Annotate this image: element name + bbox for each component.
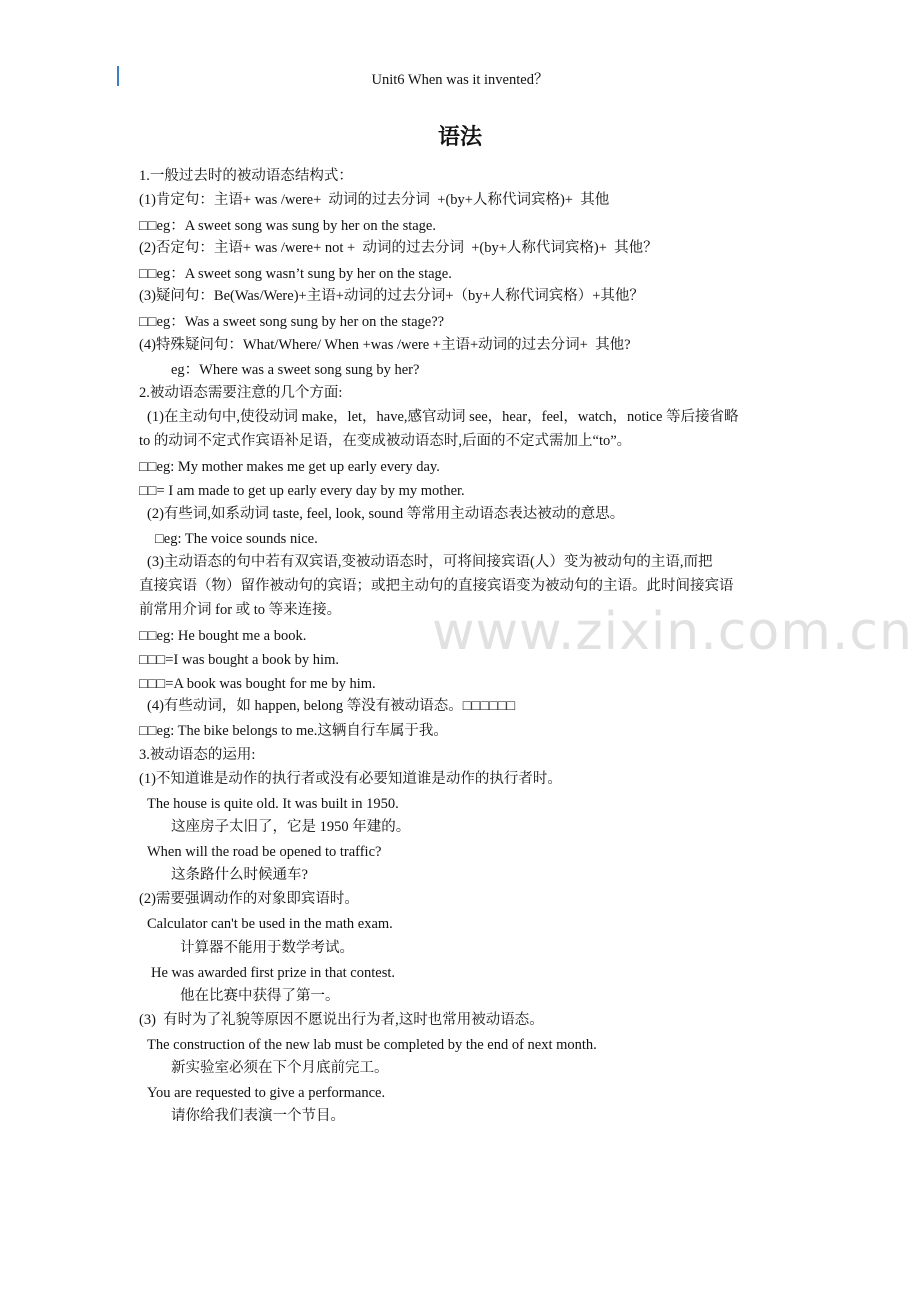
text-line: The house is quite old. It was built in 1950. — [147, 796, 399, 812]
text-line: □□eg：Was a sweet song sung by her on the stage?? — [139, 314, 445, 330]
text-line: Calculator can't be used in the math exam. — [147, 916, 393, 932]
watermark: www.zixin.com.cn — [432, 602, 913, 662]
text-line: 他在比赛中获得了第一。 — [180, 988, 340, 1004]
text-line: 请你给我们表演一个节目。 — [171, 1108, 345, 1124]
text-line: □□eg: He bought me a book. — [139, 628, 307, 644]
text-line: He was awarded first prize in that contest. — [151, 965, 395, 981]
text-line: You are requested to give a performance. — [147, 1085, 386, 1101]
text-line: □□eg：A sweet song wasn’t sung by her on the stage. — [139, 266, 452, 282]
text-line: □□= I am made to get up early every day by my mother. — [139, 483, 465, 499]
text-line: 新实验室必须在下个月底前完工。 — [171, 1060, 389, 1076]
text-line: 这条路什么时候通车? — [171, 867, 308, 883]
text-line: (2)否定句：主语+ was /were+ not + 动词的过去分词 +(by+人称代词宾格)+ 其他？ — [139, 240, 658, 256]
text-line: (3)疑问句：Be(Was/Were)+主语+动词的过去分词+（by+人称代词宾格）+其他？ — [139, 288, 644, 304]
page-header: Unit6 When was it invented？ — [371, 72, 549, 88]
text-line: □□□=I was bought a book by him. — [139, 652, 339, 668]
text-line: (1)在主动句中,使役动词 make，let，have,感官动词 see，hear，feel，watch，notice 等后接省略 — [147, 409, 739, 425]
text-line: □eg: The voice sounds nice. — [155, 531, 318, 547]
text-line: 这座房子太旧了，它是 1950 年建的。 — [171, 819, 411, 835]
text-line: □□eg: My mother makes me get up early every day. — [139, 459, 440, 475]
document-title: 语法 — [437, 125, 482, 150]
text-line: (2)需要强调动作的对象即宾语时。 — [139, 891, 359, 907]
text-line: (1)不知道谁是动作的执行者或没有必要知道谁是动作的执行者时。 — [139, 771, 562, 787]
text-line: 直接宾语（物）留作被动句的宾语；或把主动句的直接宾语变为被动句的主语。此时间接宾语 — [139, 578, 734, 594]
text-line: (3) 有时为了礼貌等原因不愿说出行为者,这时也常用被动语态。 — [139, 1012, 544, 1028]
section-heading: 3.被动语态的运用: — [139, 747, 256, 763]
text-line: (3)主动语态的句中若有双宾语,变被动语态时，可将间接宾语(人）变为被动句的主语,而把 — [147, 554, 713, 570]
text-line: When will the road be opened to traffic? — [147, 844, 382, 860]
text-line: (2)有些词,如系动词 taste, feel, look, sound 等常用主动语态表达被动的意思。 — [147, 506, 625, 522]
text-line: □□eg：A sweet song was sung by her on the stage. — [139, 218, 436, 234]
text-line: (4)特殊疑问句：What/Where/ When +was /were +主语+动词的过去分词+ 其他? — [139, 337, 631, 353]
text-line: 计算器不能用于数学考试。 — [180, 940, 354, 956]
text-line: (1)肯定句：主语+ was /were+ 动词的过去分词 +(by+人称代词宾格)+ 其他 — [139, 192, 610, 208]
text-line: eg：Where was a sweet song sung by her? — [171, 362, 420, 378]
section-heading: 2.被动语态需要注意的几个方面: — [139, 385, 343, 401]
text-line: 前常用介词 for 或 to 等来连接。 — [139, 602, 342, 618]
text-line: to 的动词不定式作宾语补足语，在变成被动语态时,后面的不定式需加上“to”。 — [139, 433, 632, 449]
text-line: The construction of the new lab must be completed by the end of next month. — [147, 1037, 597, 1053]
text-line: (4)有些动词，如 happen, belong 等没有被动语态。□□□□□□ — [147, 698, 516, 714]
text-line: □□eg: The bike belongs to me.这辆自行车属于我。 — [139, 723, 448, 739]
text-line: □□□=A book was bought for me by him. — [139, 676, 376, 692]
text-line: 1.一般过去时的被动语态结构式： — [139, 168, 353, 184]
